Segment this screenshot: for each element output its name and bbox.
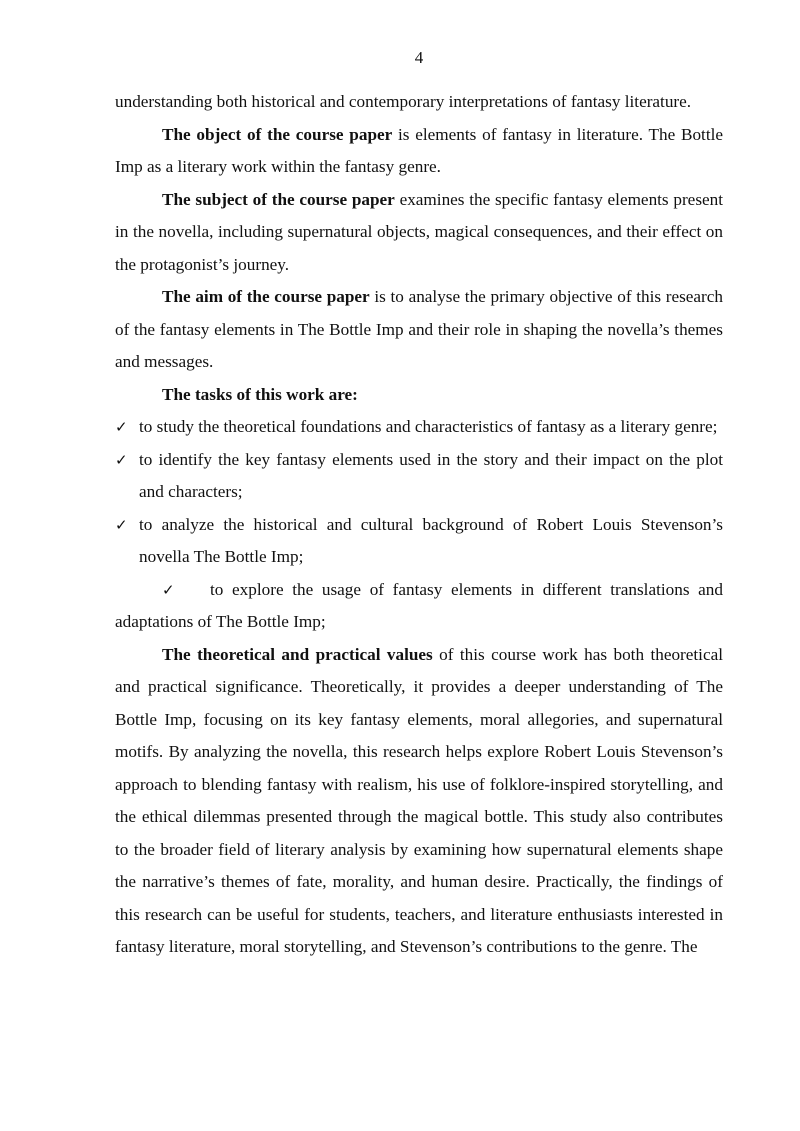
task-text: to analyze the historical and cultural background of Robert Louis Stevenson’s novella The Bottle Imp; [139, 514, 723, 566]
list-item [115, 509, 723, 574]
page-number: 4 [414, 48, 424, 67]
intro-paragraph: understanding both historical and contemporary interpretations of fantasy literature. [115, 92, 692, 111]
check-icon: ✓ [162, 580, 175, 599]
check-icon: ✓ [115, 515, 128, 534]
aim-lead: The aim of the course paper [162, 287, 370, 306]
values-text: of this course work has both theoretical and practical significance. Theoretically, it provides a deeper understanding of The Bottle Imp, focusing on its key fantasy elements, moral allegories, and supernatural motifs. By analyzing the novella, this research helps explore Robert Louis Stevenson’s approach to blending fantasy with realism, his use of folklore-inspired storytelling, and the ethical dilemmas presented through the magical bottle. This study also contributes to the broader field of literary analysis by examining how supernatural elements shape the narrative’s themes of fate, morality, and human desire. Practically, the findings of this research can be useful for students, teachers, and literature enthusiasts interested in fantasy literature, moral storytelling, and Stevenson’s contributions to the genre. The [115, 644, 723, 956]
list-item-indented [115, 574, 723, 639]
subject-text: examines the specific fantasy elements present in the novella, including supernatural objects, magical consequences, and their effect on the protagonist’s journey. [115, 189, 724, 274]
subject-lead: The subject of the course paper [162, 189, 395, 209]
task-text: to study the theoretical foundations and characteristics of fantasy as a literary genre; [139, 417, 718, 436]
object-paragraph [115, 119, 723, 184]
page-body [115, 86, 723, 964]
values-paragraph [115, 639, 723, 964]
subject-paragraph [115, 184, 723, 282]
list-item [115, 444, 723, 509]
task-text: to explore the usage of fantasy elements in different translations and adaptations of The Bottle Imp; [115, 579, 723, 631]
aim-text: is to analyse the primary objective of this research of the fantasy elements in The Bottle Imp and their role in shaping the novella’s themes and messages. [115, 287, 723, 371]
values-lead: The theoretical and practical values [162, 644, 433, 664]
object-text: is elements of fantasy in literature. The Bottle Imp as a literary work within the fantasy genre. [115, 124, 723, 176]
check-icon: ✓ [115, 450, 128, 469]
tasks-heading: The tasks of this work are: [162, 384, 358, 404]
object-lead: The object of the course paper [162, 124, 393, 144]
aim-paragraph [115, 281, 723, 379]
task-list [115, 411, 723, 574]
list-item [115, 411, 723, 444]
task-text: to identify the key fantasy elements used in the story and their impact on the plot and characters; [139, 449, 723, 501]
check-icon: ✓ [115, 418, 128, 436]
